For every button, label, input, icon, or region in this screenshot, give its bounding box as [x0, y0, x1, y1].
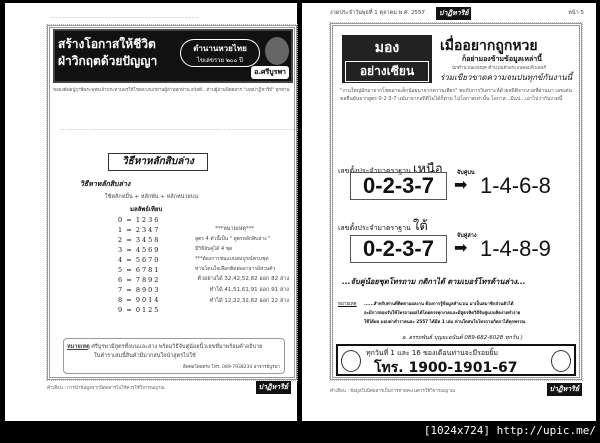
result-label: มลลัพธ์เทียบ [130, 206, 163, 213]
right-page [302, 3, 596, 421]
remark-line: สูตร 4 ตัวนี้เป็น " สูตรหลักสิบล่าง " [195, 236, 271, 242]
arrow-right-icon: ➡ [454, 238, 468, 257]
banner [53, 29, 293, 83]
example-line: ทำได้ 41,51,61,91 ออก 91 ล่าง [209, 287, 289, 293]
note-box [63, 338, 285, 374]
promo-box [336, 344, 576, 376]
intro-text: ขอองค์พ่อปู่ฤาษีพระพุทธเจ้าประทานพรให้โชคลาภแก่ท่านผู้อ่านทุกท่าน สวัสดี...ท่านผู้อ่านนิตยสาร "เลขปาฏิหาริย์" ทุกท่าน [53, 88, 290, 93]
digit: 7 [118, 286, 123, 294]
digit: 9 [118, 306, 123, 314]
table-row: 4 = 5670 [118, 256, 161, 264]
author-badge: อ.ศรีบูรพา [251, 66, 289, 79]
lower-label: เลขตั้งประจำมาตราฐาน [338, 224, 411, 232]
note-line: ใช้ได้ผล มอบค่าตำราคนละ 2557 ได้มีค 1 เล่ม ท่านใดสนใจโทรถามกิตกาได้ทุกพรรณ [364, 320, 526, 325]
table-row: 6 = 7892 [118, 276, 161, 284]
upper-label: เลขตั้งประจำมาตราฐาน [338, 167, 411, 175]
smiley-face-icon [341, 350, 361, 372]
page-header-strip: ........................................................................................................ [50, 15, 199, 20]
logo-bottom: อย่างเซียน [345, 61, 429, 82]
badge-sub: ไขเลขรวย ๒๐๐ ปี [197, 57, 243, 64]
slogan: ...จับคู่น้อยชุดโทรถาม กติกาได้ ตามเบอร์โทรด้านล่าง... [342, 277, 526, 286]
remark-line: ***ต้องการชมแบบสมบูรณ์ครบชุด [195, 256, 269, 262]
badge-title: ตำนานหวยไทย [193, 44, 247, 53]
digit: 1 [118, 226, 123, 234]
table-row: 3 = 4569 [118, 246, 161, 254]
digit-set: 8903 [135, 286, 161, 294]
sub-title: วิธีหาหลักสิบล่าง [80, 180, 131, 188]
table-row: 0 = 1236 [118, 216, 161, 224]
smiley-face-icon [551, 350, 571, 372]
arrow-right-icon: ➡ [454, 175, 468, 194]
table-row: 8 = 9014 [118, 296, 161, 304]
digit: 3 [118, 246, 123, 254]
upper-result: 1-4-6-8 [480, 173, 551, 198]
promo-text: ทุกวันที่ 1 และ 16 ของเดือนท่านจะมีรอยยิ้ม [366, 349, 498, 357]
table-row: 5 = 6781 [118, 266, 161, 274]
tagline-small: นักคำนวณแห่งยุค คำนวณด้วยระบบคอมพิวเตอร์ [452, 66, 546, 71]
left-page [5, 3, 302, 421]
image-caption: [1024x724] http://upic.me/ [423, 424, 596, 437]
digit-set: 6781 [135, 266, 161, 274]
digit-set: 2347 [135, 226, 161, 234]
digit: 0 [118, 216, 123, 224]
table-row: 1 = 2347 [118, 226, 161, 234]
table-row: 9 = 0125 [118, 306, 161, 314]
logo-top: มอง [374, 40, 400, 56]
table-row: 2 = 3458 [118, 236, 161, 244]
digit: 6 [118, 276, 123, 284]
note-text: ศรีบูรพามีสูตรทั้งบนและล่าง พร้อมวิธีจับคู่น้อยนิ้วเลขที่มาพร้อมคำอธิบาย [91, 344, 263, 350]
subtitle: ก็อย่ามองข้ามข้อมูลเหล่านี้ [462, 55, 542, 63]
note-line: ......สำหรับท่านที่ติดตามผลงาน ต้องการรู้ข้อมูลคำนวณ มาเป็นสมาชิกส่วนตัวได้ [364, 302, 514, 307]
italic-paragraph: ........................................................................................................................................................ [60, 126, 302, 132]
badge [180, 39, 260, 67]
table-row: 7 = 8903 [118, 286, 161, 294]
note-label: หมายเหตุ [67, 344, 90, 350]
digit-set: 4569 [135, 246, 161, 254]
lower-base-number: 0-2-3-7 [350, 235, 447, 263]
digit: 4 [118, 256, 123, 264]
note-text2: ในตำราเล่มนี้สินค้ามีมากสนใจนำสูตรไปใช้ [94, 353, 196, 359]
digit: 5 [118, 266, 123, 274]
issue-date: งวดประจำวันพุธที่ 1 ตุลาคม พ.ศ. 2557 [330, 10, 425, 16]
author: อ. อรรถพันธ์ บุญยะอนันต์ 089-682-6028 ทุกวัน ) [402, 335, 523, 341]
upper-word: เหนือ [413, 162, 443, 177]
digit-set: 3458 [135, 236, 161, 244]
section-title: วิธีหาหลักสิบล่าง [108, 153, 208, 171]
lower-pair-label: จับคู่ล่าง [457, 233, 477, 239]
brand-logo: ปาฏิหาริย์ [256, 381, 291, 394]
page-number: หน้า 5 [568, 10, 584, 16]
footer-warning: คำเตือน : ข้อมูลในนิตยสารเป็นการคาดคะเนควรใช้วิจารณญาณ [330, 389, 455, 394]
brand-logo: ปาฏิหาริย์ [547, 383, 582, 396]
remarks-title: ***หมายเหตุ*** [215, 226, 255, 232]
note-line: อะมีการตอบรับให้โทรถามผลได้โดยตรงทุกงวดและมีสูตรคิดวิธีจับคู่แบบคิดง่ายทำง่าย [364, 311, 521, 316]
tagline: ร่วมเขียวขาดความจนปนทุกข์กันงานนี้ [440, 73, 573, 82]
digit-set: 0125 [135, 306, 161, 314]
note-label: หมายเหตุ [338, 302, 357, 307]
digit-set: 5670 [135, 256, 161, 264]
formula: ใช้หลักหมื่น + หลักพัน + หลักหน่วยบน [105, 194, 198, 200]
digit-set: 1236 [135, 216, 161, 224]
digit: 2 [118, 236, 123, 244]
intro-paragraph: "งานใหญ่มักมาจากโชคอาจเล็กน้อยมาจากความเพียร" พบกับการวิเคราะห์ด้วยสถิติจากงวดที่ผ่านมา เลขเด่นขอยืนยันจากสูตร 0-2-3-7 แม้มาจากสถิติไม่ได้ก็ตาม ไม่โอกาสเท่านั้น โอกาส...มีแน่...เอาไปว่ากันงวดนี้ [340, 88, 572, 102]
upper-pair-label: จับคู่บน [457, 170, 475, 176]
remark-line: ท่านโดนใจเลือกติดต่ออาจารย์ส่วนตัว [195, 266, 276, 272]
contact: ติดต่อโดยตรง โทร. 089-7938234 อาจารย์บูรพา [183, 365, 280, 370]
lower-result: 1-4-8-9 [480, 236, 551, 261]
footer-warning: คำเตือน : การนำข้อมูลจากนิตยสารไปใช้ควรใช้วิจารณญาณ [47, 386, 165, 391]
example-line: ตัวอย่างได้ 32,42,52,82 ออก 82 ล่าง [197, 276, 289, 282]
deity-image [265, 37, 289, 65]
phone-number: โทร. 1900-1901-67 [374, 360, 518, 376]
digit-set: 9014 [135, 296, 161, 304]
remark-line: มีวิธีจับคู่ได้ 4 ชุด [195, 246, 233, 252]
title: เมื่ออยากถูกหวย [440, 38, 538, 54]
lower-word: ใต้ [413, 219, 428, 234]
example-line: ทำได้ 12,22,32,62 ออก 22 ล่าง [209, 298, 289, 304]
digit-set: 7892 [135, 276, 161, 284]
upper-base-number: 0-2-3-7 [350, 172, 447, 200]
banner-line1: สร้างโอกาสให้ชีวิต [58, 37, 156, 51]
brand-logo: ปาฏิหาริย์ [436, 7, 471, 20]
digit: 8 [118, 296, 123, 304]
logo-mong-yang-sian [342, 35, 432, 83]
banner-line2: ฝ่าวิกฤตด้วยปัญญา [58, 54, 158, 68]
